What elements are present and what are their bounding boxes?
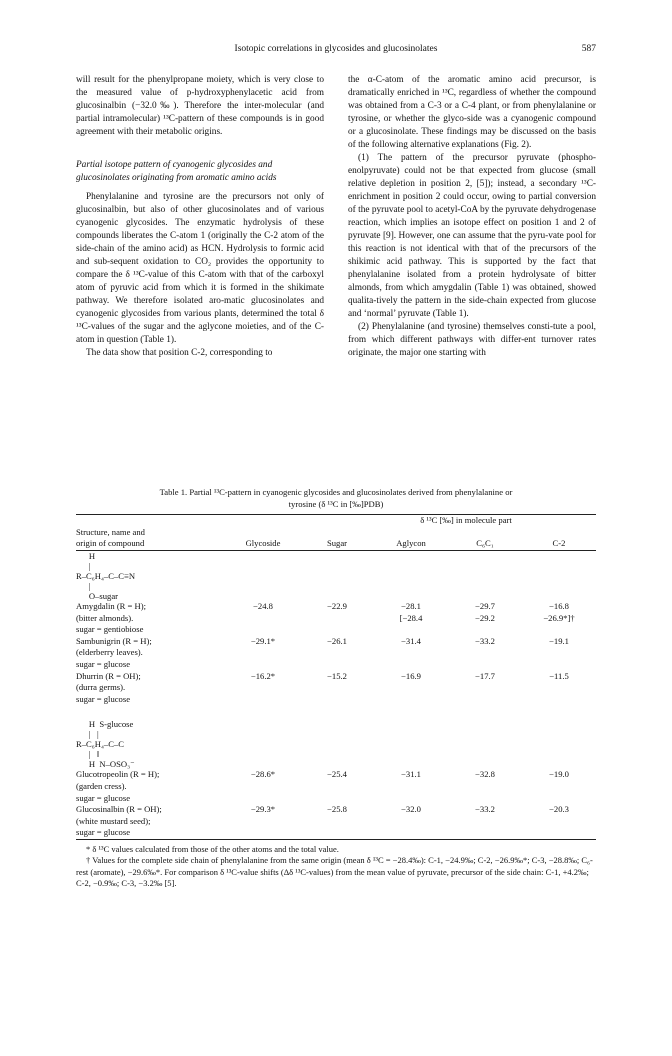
table-cell: −19.1 [549,635,569,646]
table-row-origin [76,647,596,659]
table-cell [448,682,522,694]
table-cell: [−28.4 [399,612,423,623]
table-row-sugar [76,624,596,636]
table-cell [374,647,448,659]
structure-glucosinolate: H S-glucose | | R–C₆H₄–C–C | ‖ H N–OSO₃⁻ [76,719,135,770]
table-cell: −33.2 [475,804,495,815]
compound-origin: (elderberry leaves). [76,647,143,658]
table-cell [226,613,300,625]
col-structure-header [76,527,226,550]
compound-origin: (durra germs). [76,682,126,693]
running-header [76,44,596,58]
table-body [76,551,596,839]
table-cell: −31.1 [401,769,421,780]
footnote-dagger: † Values for the complete side chain of phenylalanine from the same origin (mean δ ¹³C = −28.4‰): C-1, −24.9‰; C-2, −26.9‰*; C-3, −28.8‰; C₆-rest (aromate), −29.6‰*. For comparison δ ¹³C-value shifts (Δδ ¹³C-values) from the mean value of pyruvate, precursor of the side chain: C-1, +4.2‰; C-2, −0.9‰; C-3, −3.2‰ [5]. [76,855,593,889]
table-row-sugar [76,793,596,805]
table-cell: −16.8 [549,600,569,611]
section-heading: Partial isotope pattern of cyanogenic glycosides and glucosinolates originating from aromatic amino acids [76,160,277,183]
table-cell: −32.0 [401,804,421,815]
right-paragraph-2: (1) The pattern of the precursor pyruvate (phospho-enolpyruvate) could not be that expected from glucose (small relative depletion in position 2, [5]); instead, a secondary ¹³C- enrichment in position 2 could occur, owing to partial conversion of the pyruvate pool to acetyl-CoA by the pyruvate dehydrogenase reaction, which implies an isotope effect on position 1 and 2 of pyruvate [9]. However, one can assume that the pyru-vate pool for this reaction is not identical with that of the precursors of the shikimic acid pathway. This is supported by the fact that phenylalanine isolated from a protein hydrolysate of bitter almonds, from which amygdalin (Table 1) was obtained, showed qualita-tively the pattern in the side-chain expected from glucose and ‘normal’ pyruvate (Table 1). [348,153,596,319]
table-header [76,515,596,550]
table-cell [226,781,300,793]
group-header: δ ¹³C [‰] in molecule part [420,515,512,526]
table-cell: −16.2* [250,670,276,681]
table-row [76,769,596,781]
table-caption-line-2: tyrosine (δ ¹³C in [‰]PDB) [288,498,384,509]
col-header-sugar: Sugar [326,538,348,549]
table-cell [226,682,300,694]
table-cell: −28.1 [401,600,421,611]
table-caption [76,487,596,510]
left-paragraph-3: The data show that position C-2, corresponding to [86,348,273,358]
left-paragraph-2: Phenylalanine and tyrosine are the precursors not only of glucosinalbin, but also of other glucosinolates and of various cyanogenic glycosides. The enzymatic hydrolysis of these compounds liberates the C-atom 1 (originally the C-2 atom of the side-chain of the amino acid) as HCN. Hydrolysis to formic acid and sub-sequent oxidation to CO₂ provides the opportunity to compare the δ ¹³C-value of this C-atom with that of the carboxyl atom of pyruvic acid from which it is formed in the shikimate pathway. We therefore isolated aro-matic glucosinolates and cyanogenic glycosides from various plants, determined the total δ ¹³C-values of the sugar and the aglycone moieties, and of the C-atom in question (Table 1). [76,192,324,345]
table-cell: −17.7 [475,670,495,681]
right-column [348,74,596,360]
table-cell [226,647,300,659]
table-row-origin [76,816,596,828]
compound-sugar: sugar = glucose [76,693,131,704]
table-cell [300,682,374,694]
table-row-sugar [76,694,596,706]
structure-cyanogenic: H | R–C₆H₄–C–C≡N | O–sugar [76,550,136,601]
footnote-asterisk: * δ ¹³C values calculated from those of the other atoms and the total value. [86,843,339,854]
running-title: Isotopic correlations in glycosides and glucosinolates [234,44,438,54]
compound-name: Sambunigrin (R = H); [76,635,152,646]
table-cell: −29.1* [250,635,276,646]
table-row [76,636,596,648]
right-paragraph-3: (2) Phenylalanine (and tyrosine) themselves consti-tute a pool, from which different pathways with differ-ent turnover rates originate, the major one starting with [348,322,596,358]
table-cell: −22.9 [327,600,347,611]
table-cell: −33.2 [475,635,495,646]
table-cell [448,781,522,793]
table-cell: −11.5 [549,670,569,681]
col-header-c2: C-2 [552,538,566,549]
table-cell: −26.1 [327,635,347,646]
compound-sugar: sugar = glucose [76,658,131,669]
table-cell [374,816,448,828]
table-cell: −15.2 [327,670,347,681]
compound-sugar: sugar = gentiobiose [76,624,144,635]
table-1 [76,487,596,890]
left-paragraph-1: will result for the phenylpropane moiety, which is very close to the measured value of p-hydroxyphenylacetic acid from glucosinalbin (−32.0‰). Therefore the inter-molecular (and partial intramolecular) ¹³C-pattern of these compounds is in good agreement with their metabolic origins. [76,75,324,137]
table-cell [374,781,448,793]
compound-origin: (garden cress). [76,780,127,791]
col-header-glycoside: Glycoside [245,538,281,549]
compound-name: Glucosinalbin (R = OH); [76,804,162,815]
col-header-aglycon: Aglycon [396,538,426,549]
table-cell: −29.7 [475,600,495,611]
page-number: 587 [581,44,596,54]
table-row [76,804,596,816]
table-cell: −16.9 [401,670,421,681]
table-cell [300,613,374,625]
table-cell [300,647,374,659]
table-row [76,671,596,683]
compound-name: Amygdalin (R = H); [76,600,147,611]
compound-sugar: sugar = glucose [76,827,131,838]
table-cell [522,647,596,659]
table-cell: −24.8 [253,600,273,611]
compound-sugar: sugar = glucose [76,792,131,803]
table-cell: −29.3* [250,804,276,815]
table-cell [300,781,374,793]
table-footnotes [76,844,596,890]
table-row-origin [76,682,596,694]
table-cell [300,816,374,828]
compound-name: Dhurrin (R = OH); [76,670,141,681]
table-cell [448,647,522,659]
col-header-c6c1: C₆C₁ [476,538,494,549]
table-cell: −31.4 [401,635,421,646]
table-cell [522,816,596,828]
table-cell: −20.3 [549,804,569,815]
table-cell [226,816,300,828]
table-cell: −29.2 [475,612,495,623]
table-cell: −28.6* [250,769,276,780]
table-cell: −26.9*]† [543,612,575,623]
compound-origin: (bitter almonds). [76,612,134,623]
table-row-origin [76,781,596,793]
table-cell [522,682,596,694]
table-row-sugar [76,827,596,839]
col-structure-line-2: origin of compound [76,538,145,549]
table-cell [448,816,522,828]
table-cell: −32.8 [475,769,495,780]
table-row [76,601,596,613]
table-row-origin [76,613,596,625]
table-cell [522,781,596,793]
table-caption-line-1: Table 1. Partial ¹³C-pattern in cyanogenic glycosides and glucosinolates derived from phenylalanine or [159,487,513,497]
table-cell: −25.4 [327,769,347,780]
compound-origin: (white mustard seed); [76,815,151,826]
table-cell: −19.0 [549,769,569,780]
table-bottom-rule [76,839,596,840]
table-cell [374,682,448,694]
left-column [76,74,324,360]
table-cell: −25.8 [327,804,347,815]
compound-name: Glucotropeolin (R = H); [76,769,160,780]
col-structure-line-1: Structure, name and [76,526,145,537]
table-row-sugar [76,659,596,671]
right-paragraph-1: the α-C-atom of the aromatic amino acid precursor, is dramatically enriched in ¹³C, regardless of whether the compound was obtained from a C-3 or a C-4 plant, or from phenylalanine or tyrosine, or whether the glyco-side was a cyanogenic compound or a glucosinolate. These findings may be discussed on the basis of the following alternative explanations (Fig. 2). [348,75,596,150]
